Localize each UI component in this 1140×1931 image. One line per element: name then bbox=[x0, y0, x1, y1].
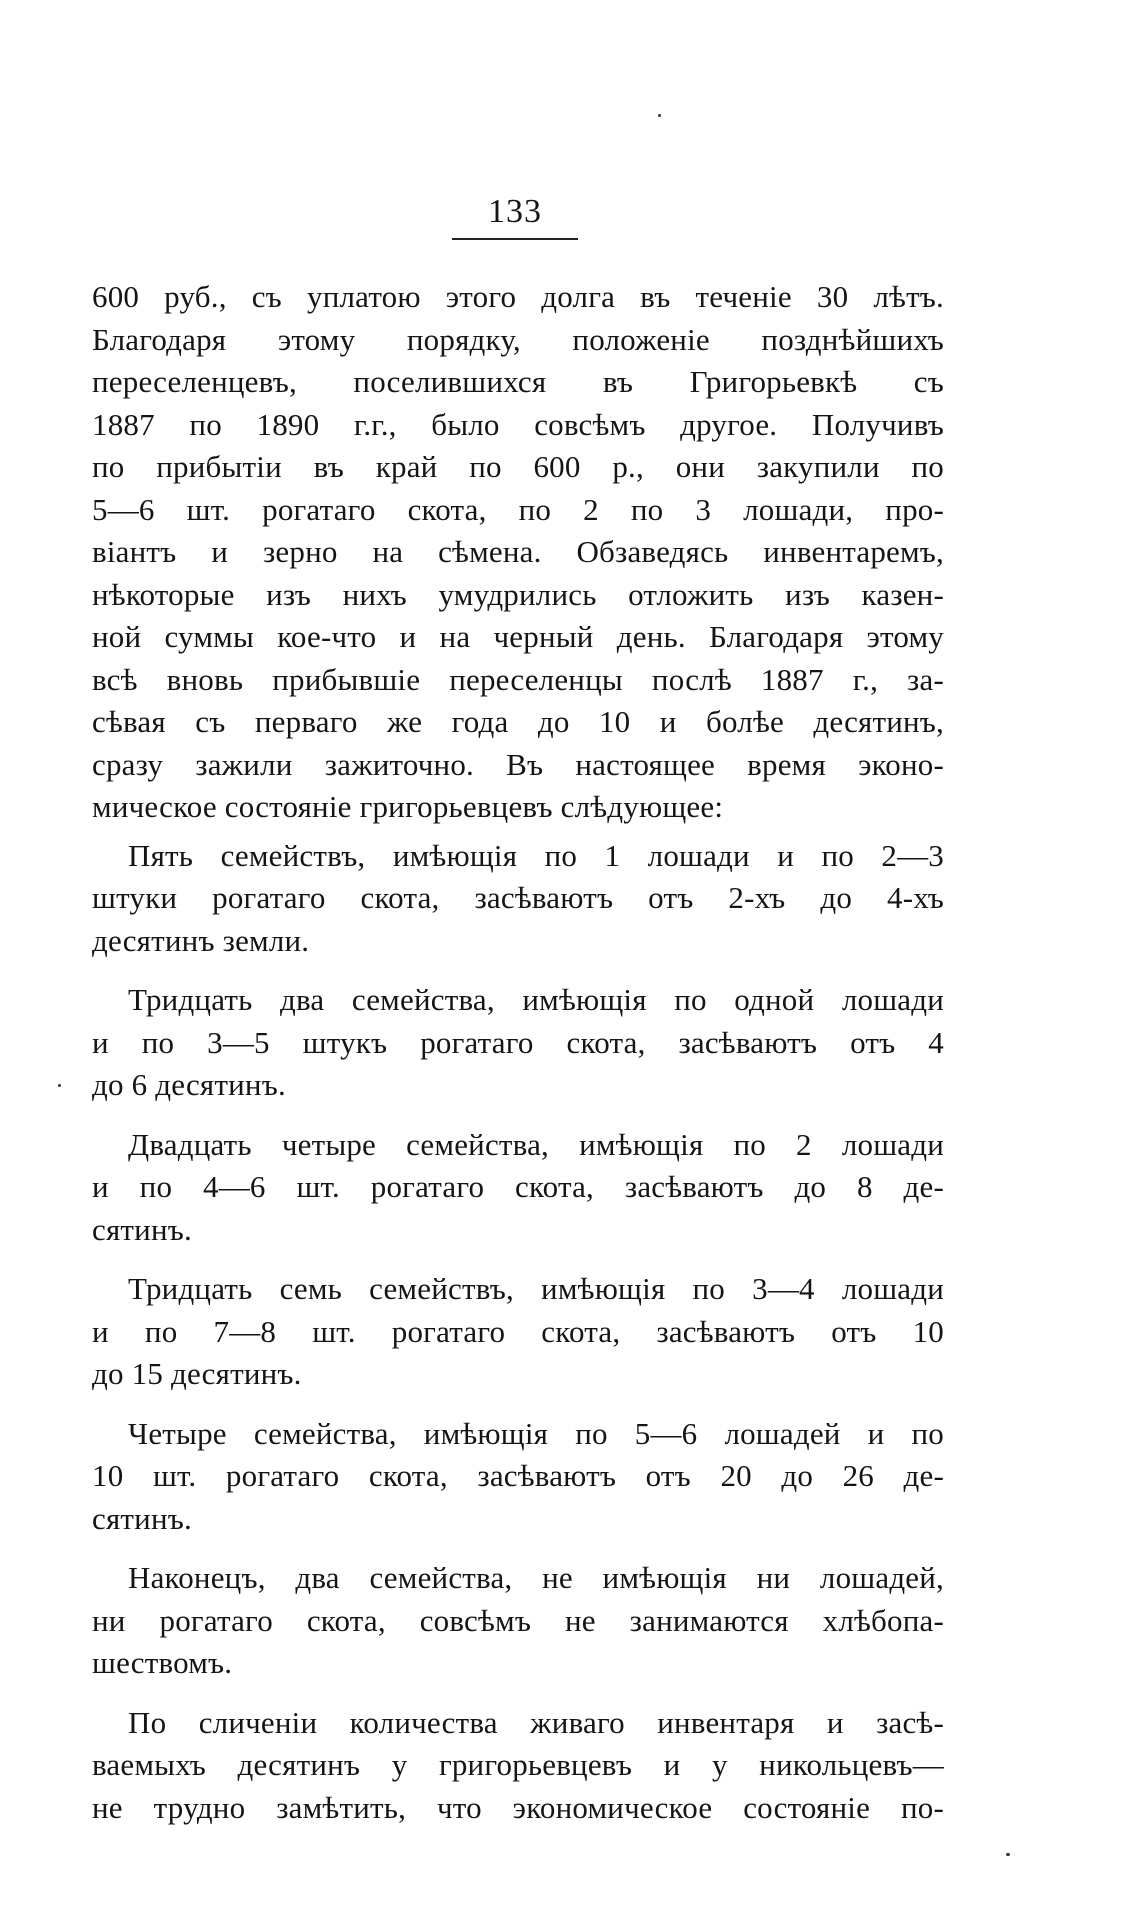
text-line: Четыре семейства, имѣющія по 5—6 лошадей и по bbox=[128, 1415, 944, 1451]
text-line: сразу зажили зажиточно. Въ настоящее время эконо- bbox=[92, 746, 944, 782]
text-line: по прибытіи въ край по 600 р., они закупили по bbox=[92, 449, 944, 484]
paragraph bbox=[92, 1124, 944, 1252]
text-line: Благодаря этому порядку, положеніе позднѣйшихъ bbox=[92, 321, 944, 357]
text-line: сятинъ. bbox=[92, 1500, 192, 1536]
text-line: и по 3—5 штукъ рогатаго скота, засѣваютъ отъ 4 bbox=[92, 1024, 944, 1060]
text-line: ваемыхъ десятинъ у григорьевцевъ и у никольцевъ— bbox=[92, 1747, 944, 1782]
paragraph bbox=[92, 1413, 944, 1541]
text-line: 5—6 шт. рогатаго скота, по 2 по 3 лошади, про- bbox=[92, 491, 944, 527]
paragraph bbox=[92, 979, 944, 1107]
body-text bbox=[92, 276, 944, 1846]
text-line: нѣкоторые изъ нихъ умудрились отложить изъ казен- bbox=[92, 576, 944, 612]
text-line: не трудно замѣтить, что экономическое состояніе по- bbox=[92, 1789, 944, 1825]
text-line: ни рогатаго скота, совсѣмъ не занимаются хлѣбопа- bbox=[92, 1602, 944, 1638]
text-line: сѣвая съ перваго же года до 10 и болѣе десятинъ, bbox=[92, 704, 944, 739]
scan-speck bbox=[58, 1084, 61, 1087]
text-line: штуки рогатаго скота, засѣваютъ отъ 2-хъ до 4-хъ bbox=[92, 880, 944, 915]
text-line: Пять семействъ, имѣющія по 1 лошади и по 2—3 bbox=[128, 837, 944, 873]
text-line: Тридцать семь семействъ, имѣющія по 3—4 лошади bbox=[128, 1271, 944, 1306]
paragraph bbox=[92, 276, 944, 829]
text-line: переселенцевъ, поселившихся въ Григорьевкѣ съ bbox=[92, 364, 944, 399]
page-number: 133 bbox=[488, 193, 542, 230]
text-line: и по 7—8 шт. рогатаго скота, засѣваютъ отъ 10 bbox=[92, 1313, 944, 1349]
scan-speck bbox=[658, 114, 661, 117]
text-line: Наконецъ, два семейства, не имѣющія ни лошадей, bbox=[128, 1560, 944, 1595]
text-line: віантъ и зерно на сѣмена. Обзаведясь инвентаремъ, bbox=[92, 534, 944, 569]
text-line: десятинъ земли. bbox=[92, 922, 310, 958]
text-line: Тридцать два семейства, имѣющія по одной лошади bbox=[128, 982, 944, 1017]
paragraph bbox=[92, 1557, 944, 1685]
text-line: до 15 десятинъ. bbox=[92, 1356, 302, 1391]
text-line: сятинъ. bbox=[92, 1211, 192, 1247]
scan-speck bbox=[1006, 1853, 1010, 1856]
text-line: 1887 по 1890 г.г., было совсѣмъ другое. Получивъ bbox=[92, 406, 944, 442]
text-line: 10 шт. рогатаго скота, засѣваютъ отъ 20 до 26 де- bbox=[92, 1458, 944, 1493]
text-line: до 6 десятинъ. bbox=[92, 1067, 286, 1102]
paragraph bbox=[92, 835, 944, 963]
text-line: всѣ вновь прибывшіе переселенцы послѣ 1887 г., за- bbox=[92, 661, 944, 697]
paragraph bbox=[92, 1268, 944, 1396]
text-line: 600 руб., съ уплатою этого долга въ теченіе 30 лѣтъ. bbox=[92, 279, 944, 314]
paragraph bbox=[92, 1702, 944, 1830]
text-line: ной суммы кое-что и на черный день. Благодаря этому bbox=[92, 619, 944, 654]
text-line: мическое состояніе григорьевцевъ слѣдующее: bbox=[92, 789, 724, 824]
text-line: шествомъ. bbox=[92, 1645, 233, 1680]
page-number-rule bbox=[452, 238, 578, 240]
text-line: Двадцать четыре семейства, имѣющія по 2 лошади bbox=[128, 1126, 944, 1162]
text-line: и по 4—6 шт. рогатаго скота, засѣваютъ до 8 де- bbox=[92, 1169, 944, 1204]
text-line: По сличеніи количества живаго инвентаря и засѣ- bbox=[128, 1704, 944, 1740]
